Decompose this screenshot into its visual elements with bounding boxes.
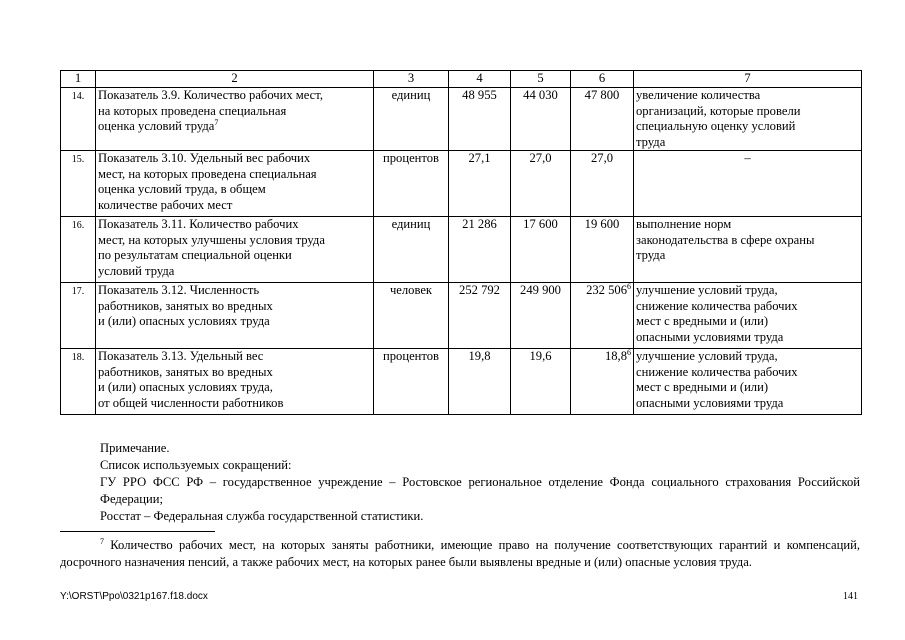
value-col4	[449, 217, 511, 283]
cell-line: Показатель 3.10. Удельный вес рабочих	[98, 151, 311, 165]
value-col4	[449, 88, 511, 151]
footnote-separator	[60, 531, 215, 532]
cell-line: мест с вредными и (или)	[636, 380, 769, 394]
notes-section	[60, 440, 860, 525]
value-col4	[449, 349, 511, 415]
footnote-reference: 7	[214, 118, 219, 127]
column-header: 5	[511, 71, 571, 88]
cell-line: по результатам специальной оценки	[98, 248, 292, 262]
footnote-reference: 6	[627, 348, 631, 357]
cell-value: 19,6	[529, 349, 552, 363]
result-cell	[634, 283, 862, 349]
cell-value: 44 030	[523, 88, 558, 102]
column-header: 7	[634, 71, 862, 88]
cell-line: –	[744, 151, 751, 165]
footnote-reference: 6	[627, 282, 631, 291]
cell-value: 47 800	[584, 88, 620, 102]
row-number: 17.	[61, 283, 96, 349]
cell-line: от общей численности работников	[98, 395, 284, 410]
unit-cell: процентов	[374, 151, 449, 217]
value-col5	[511, 217, 571, 283]
cell-value: 21 286	[462, 217, 497, 231]
indicator-cell	[96, 217, 374, 283]
cell-value: 249 900	[520, 283, 561, 297]
table-row	[61, 283, 862, 349]
cell-line: Показатель 3.11. Количество рабочих	[98, 217, 299, 231]
cell-value: 232 506	[586, 283, 627, 297]
row-number: 14.	[61, 88, 96, 151]
indicator-cell	[96, 88, 374, 151]
cell-line: на которых проведена специальная	[98, 103, 287, 118]
result-cell	[634, 151, 862, 217]
cell-line: специальную оценку условий	[636, 119, 796, 133]
cell-line: мест, на которых улучшены условия труда	[98, 232, 325, 247]
value-col5	[511, 151, 571, 217]
cell-line: опасными условиями труда	[636, 395, 784, 410]
cell-line: труда	[636, 134, 666, 149]
column-header: 2	[96, 71, 374, 88]
value-col4	[449, 283, 511, 349]
page-number: 141	[843, 591, 858, 602]
unit-cell: человек	[374, 283, 449, 349]
value-col6	[571, 349, 634, 415]
indicator-cell	[96, 283, 374, 349]
column-header: 3	[374, 71, 449, 88]
cell-line: труда	[636, 248, 666, 262]
table-header-row	[61, 71, 862, 88]
footnote	[60, 537, 860, 571]
column-header: 6	[571, 71, 634, 88]
value-col6	[571, 151, 634, 217]
cell-value: 27,1	[468, 151, 491, 165]
value-col5	[511, 88, 571, 151]
cell-line: опасными условиями труда	[636, 329, 784, 344]
abbreviations-heading: Список используемых сокращений:	[100, 458, 292, 472]
cell-line: законодательства в сфере охраны	[636, 232, 815, 247]
value-col6	[571, 283, 634, 349]
indicator-cell	[96, 349, 374, 415]
cell-value: 27,0	[529, 151, 552, 165]
table-row	[61, 217, 862, 283]
cell-line: увеличение количества	[636, 88, 761, 102]
unit-cell: единиц	[374, 88, 449, 151]
result-cell	[634, 217, 862, 283]
row-number: 15.	[61, 151, 96, 217]
result-cell	[634, 88, 862, 151]
cell-line: и (или) опасных условиях труда,	[98, 380, 273, 394]
cell-line: условий труда	[98, 263, 175, 278]
cell-value: 17 600	[523, 217, 558, 231]
cell-line: организаций, которые провели	[636, 103, 801, 118]
cell-line: улучшение условий труда,	[636, 349, 778, 363]
cell-line: снижение количества рабочих	[636, 364, 798, 379]
value-col5	[511, 283, 571, 349]
row-number: 16.	[61, 217, 96, 283]
table-row	[61, 349, 862, 415]
value-col6	[571, 217, 634, 283]
cell-line: количестве рабочих мест	[98, 197, 233, 212]
footnote-text: Количество рабочих мест, на которых заняты работники, имеющие право на получение соответствующих гарантий и компенсаций, досрочного назначения пенсий, а также рабочих мест, на которых ранее были выявлены вредные и (или) опасные условия труда.	[60, 538, 860, 569]
cell-line: Показатель 3.12. Численность	[98, 283, 260, 297]
cell-line: и (или) опасных условиях труда	[98, 314, 270, 328]
value-col6	[571, 88, 634, 151]
value-col4	[449, 151, 511, 217]
unit-cell: единиц	[374, 217, 449, 283]
value-col5	[511, 349, 571, 415]
table-row	[61, 88, 862, 151]
cell-value: 252 792	[459, 283, 500, 297]
cell-line: работников, занятых во вредных	[98, 364, 273, 379]
cell-value: 48 955	[462, 88, 497, 102]
abbreviation-item: Росстат – Федеральная служба государственной статистики.	[100, 509, 424, 523]
notes-title: Примечание.	[100, 441, 170, 455]
cell-line: мест с вредными и (или)	[636, 314, 769, 328]
table-row	[61, 151, 862, 217]
cell-value: 19 600	[584, 217, 620, 231]
abbreviation-item: ГУ РРО ФСС РФ – государственное учреждение – Ростовское региональное отделение Фонда социального страхования Российской Федерации;	[100, 475, 860, 506]
cell-line: Показатель 3.13. Удельный вес	[98, 349, 264, 363]
column-header: 1	[61, 71, 96, 88]
footnote-mark: 7	[100, 537, 104, 546]
cell-line: оценка условий труда, в общем	[98, 182, 266, 196]
result-cell	[634, 349, 862, 415]
cell-line: мест, на которых проведена специальная	[98, 166, 317, 181]
unit-cell: процентов	[374, 349, 449, 415]
cell-line: улучшение условий труда,	[636, 283, 778, 297]
indicators-table	[60, 70, 862, 415]
row-number: 18.	[61, 349, 96, 415]
cell-line: работников, занятых во вредных	[98, 298, 273, 313]
cell-value: 27,0	[590, 151, 614, 165]
cell-line: снижение количества рабочих	[636, 298, 798, 313]
cell-line: выполнение норм	[636, 217, 732, 231]
column-header: 4	[449, 71, 511, 88]
cell-line: оценка условий труда$^7$	[98, 118, 219, 133]
cell-value: 18,8	[604, 349, 627, 363]
indicator-cell	[96, 151, 374, 217]
cell-value: 19,8	[468, 349, 491, 363]
cell-line: Показатель 3.9. Количество рабочих мест,	[98, 88, 323, 102]
file-path: Y:\ORST\Ppo\0321p167.f18.docx	[60, 591, 208, 602]
